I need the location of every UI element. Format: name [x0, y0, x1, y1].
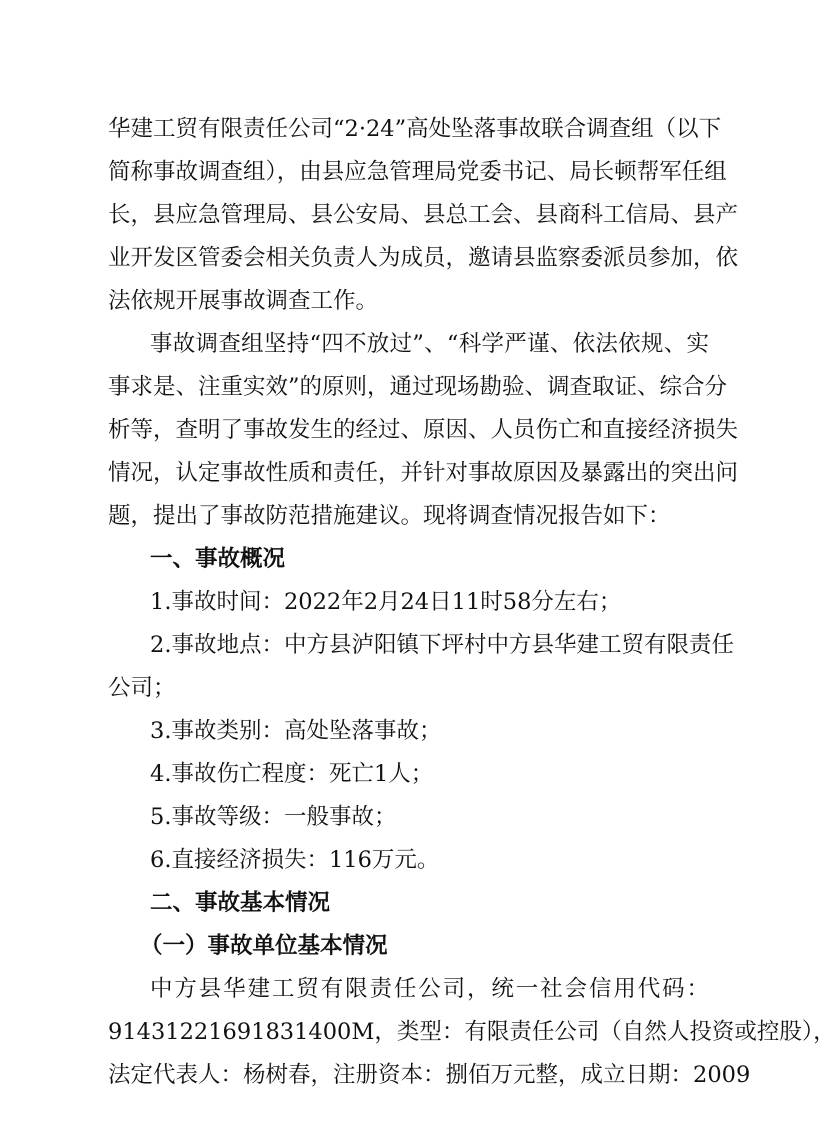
- section-1-heading: 一、事故概况: [150, 546, 286, 572]
- paragraph-3-line-1: 中方县华建工贸有限责任公司，统一社会信用代码：: [150, 976, 709, 1002]
- paragraph-1-line-5: 法依规开展事故调查工作。: [108, 288, 379, 314]
- paragraph-1-line-2: 简称事故调查组），由县应急管理局党委书记、局长顿帮军任组: [108, 159, 727, 185]
- accident-type-item: 3.事故类别：高处坠落事故；: [150, 718, 442, 744]
- paragraph-1-line-4: 业开发区管委会相关负责人为成员，邀请县监察委派员参加，依: [108, 245, 739, 271]
- paragraph-2-line-4: 情况，认定事故性质和责任，并针对事故原因及暴露出的突出问: [108, 460, 739, 486]
- economic-loss-item: 6.直接经济损失：116万元。: [150, 847, 440, 873]
- accident-time-item: 1.事故时间：2022年2月24日11时58分左右；: [150, 589, 622, 615]
- paragraph-3-line-3: 法定代表人：杨树春，注册资本：捌佰万元整，成立日期：2009: [108, 1062, 751, 1088]
- paragraph-1-line-1: 华建工贸有限责任公司“2·24”高处坠落事故联合调查组（以下: [108, 116, 722, 142]
- accident-level-item: 5.事故等级：一般事故；: [150, 804, 397, 830]
- paragraph-3-line-2: 91431221691831400M，类型：有限责任公司（自然人投资或控股），: [108, 1019, 836, 1045]
- paragraph-2-line-1: 事故调查组坚持“四不放过”、“科学严谨、依法依规、实: [150, 331, 709, 357]
- section-2-heading: 二、事故基本情况: [150, 890, 331, 916]
- accident-location-item-line-2: 公司；: [108, 675, 176, 701]
- paragraph-2-line-3: 析等，查明了事故发生的经过、原因、人员伤亡和直接经济损失: [108, 417, 739, 443]
- casualty-item: 4.事故伤亡程度：死亡1人；: [150, 761, 434, 787]
- paragraph-2-line-2: 事求是、注重实效”的原则，通过现场勘验、调查取证、综合分: [108, 374, 728, 400]
- subsection-1-heading: （一）事故单位基本情况: [140, 933, 388, 959]
- accident-location-item-line-1: 2.事故地点：中方县泸阳镇下坪村中方县华建工贸有限责任: [150, 632, 734, 658]
- paragraph-1-line-3: 长，县应急管理局、县公安局、县总工会、县商科工信局、县产: [108, 202, 739, 228]
- paragraph-2-line-5: 题，提出了事故防范措施建议。现将调查情况报告如下：: [108, 503, 671, 529]
